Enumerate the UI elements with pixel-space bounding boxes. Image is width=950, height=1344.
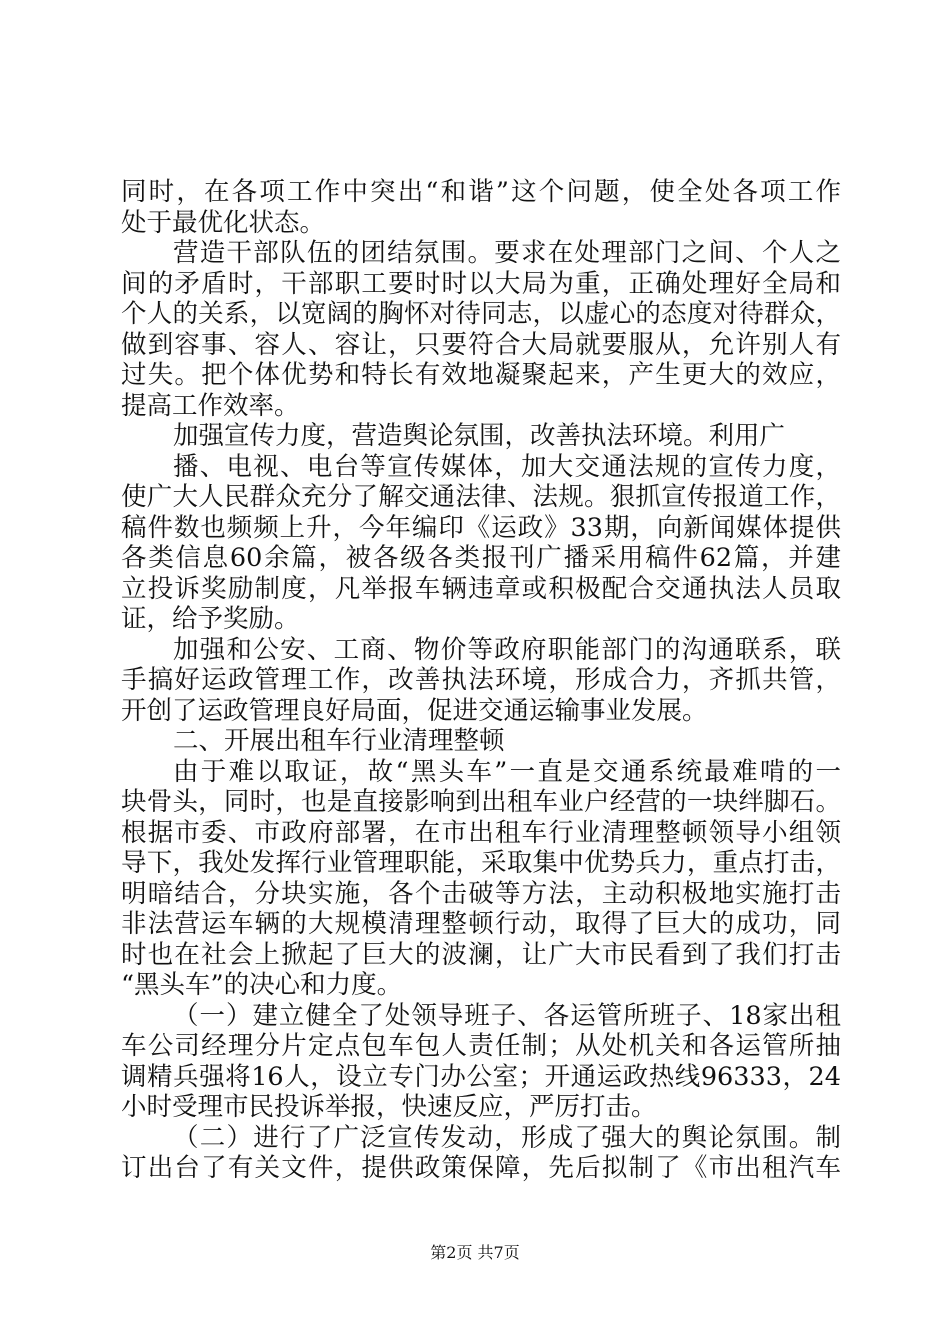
text-line: “黑头车”的决心和力度。	[121, 970, 403, 1000]
text-line: 提高工作效率。	[121, 390, 300, 421]
text-line: 时也在社会上掀起了巨大的波澜，让广大市民看到了我们打击	[121, 939, 841, 970]
text-line: 根据市委、市政府部署，在市出租车行业清理整顿领导小组领	[121, 817, 841, 848]
text-line: 导下，我处发挥行业管理职能，采取集中优势兵力，重点打击，	[121, 848, 841, 878]
text-line: 同时，在各项工作中突出“和谐”这个问题，使全处各项工作	[121, 177, 841, 207]
text-line: 各类信息60余篇，被各级各类报刊广播采用稿件62篇，并建	[121, 543, 841, 573]
text-line: 播、电视、电台等宣传媒体，加大交通法规的宣传力度，	[173, 451, 841, 482]
text-line: 稿件数也频频上升，今年编印《运政》33期，向新闻媒体提供	[121, 512, 841, 543]
text-line: 非法营运车辆的大规模清理整顿行动，取得了巨大的成功，同	[121, 909, 841, 939]
text-line: 立投诉奖励制度，凡举报车辆违章或积极配合交通执法人员取	[121, 573, 841, 604]
text-line: 做到容事、容人、容让，只要符合大局就要服从，允许别人有	[121, 329, 841, 360]
text-line: 开创了运政管理良好局面，促进交通运输事业发展。	[121, 695, 708, 726]
text-line: 二、开展出租车行业清理整顿	[173, 726, 505, 756]
text-line: 营造干部队伍的团结氛围。要求在处理部门之间、个人之	[173, 238, 841, 268]
text-line: 加强宣传力度，营造舆论氛围，改善执法环境。利用广	[173, 421, 786, 451]
text-line: 块骨头，同时，也是直接影响到出租车业户经营的一块绊脚石。	[121, 787, 841, 817]
text-line: 小时受理市民投诉举报，快速反应，严厉打击。	[121, 1092, 657, 1122]
text-line: 订出台了有关文件，提供政策保障，先后拟制了《市出租汽车	[121, 1153, 841, 1183]
text-line: （一）建立健全了处领导班子、各运管所班子、18家出租	[173, 1000, 841, 1031]
text-line: 由于难以取证，故“黑头车”一直是交通系统最难啃的一	[173, 756, 841, 787]
text-line: 明暗结合，分块实施，各个击破等方法，主动积极地实施打击	[121, 878, 841, 909]
text-line: 处于最优化状态。	[121, 207, 326, 238]
text-line: 调精兵强将16人，设立专门办公室；开通运政热线96333，24	[121, 1061, 841, 1092]
text-line: 过失。把个体优势和特长有效地凝聚起来，产生更大的效应，	[121, 360, 841, 390]
text-line: 车公司经理分片定点包车包人责任制；从处机关和各运管所抽	[121, 1031, 841, 1061]
text-line: 个人的关系，以宽阔的胸怀对待同志，以虚心的态度对待群众，	[121, 299, 841, 329]
text-line: 使广大人民群众充分了解交通法律、法规。狠抓宣传报道工作，	[121, 482, 841, 512]
text-line: 证，给予奖励。	[121, 604, 300, 634]
text-line: 间的矛盾时，干部职工要时时以大局为重，正确处理好全局和	[121, 268, 841, 299]
text-line: 手搞好运政管理工作，改善执法环境，形成合力，齐抓共管，	[121, 665, 841, 695]
text-line: 加强和公安、工商、物价等政府职能部门的沟通联系，联	[173, 634, 841, 665]
page-footer: 第2页 共7页	[430, 1243, 520, 1262]
text-line: （二）进行了广泛宣传发动，形成了强大的舆论氛围。制	[173, 1122, 841, 1153]
